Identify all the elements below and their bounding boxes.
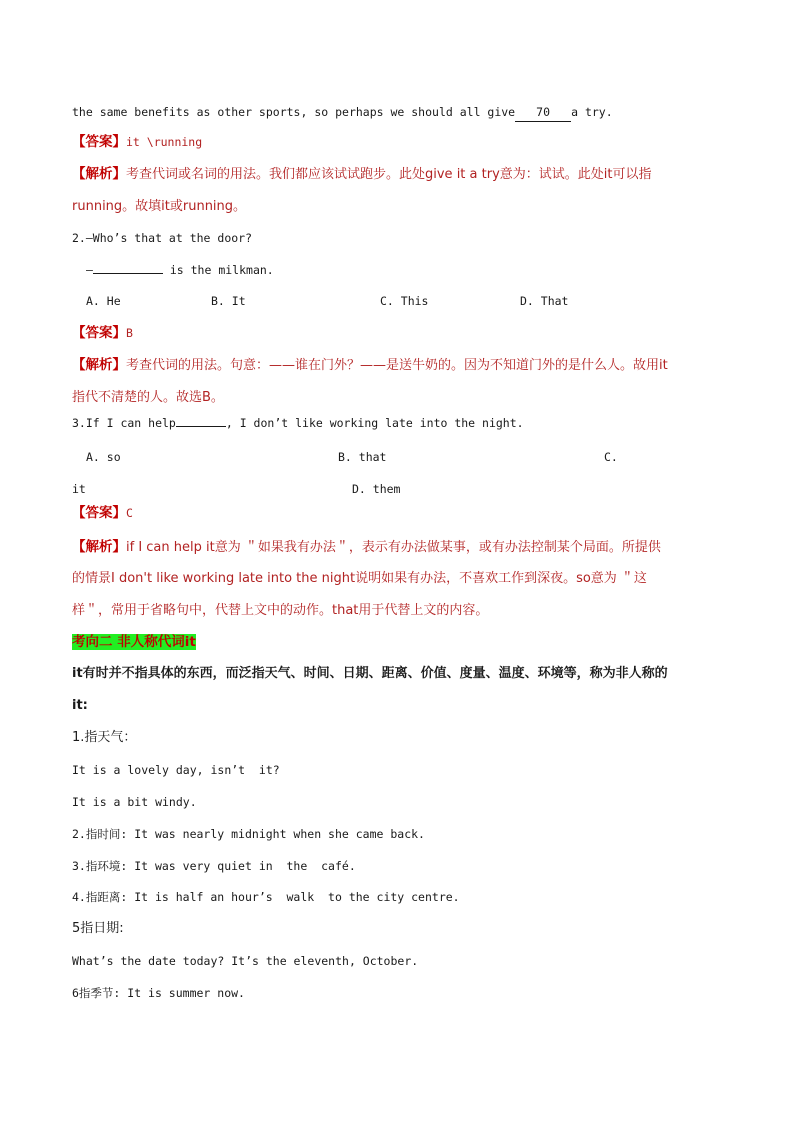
q2-stem: 2.—Who’s that at the door?: [72, 231, 253, 245]
item-date-label: 5指日期:: [72, 921, 124, 936]
q2-reply: — is the milkman.: [86, 263, 274, 277]
q1-analysis-line2: running。故填it或running。: [72, 199, 247, 214]
q2-option-d: D. That: [520, 294, 569, 308]
item-weather-example2: It is a bit windy.: [72, 795, 197, 809]
q3-option-b: B. that: [338, 450, 387, 464]
q2-option-c: C. This: [380, 294, 429, 308]
section-intro-line2: it:: [72, 698, 88, 713]
q3-blank: [176, 426, 226, 427]
q3-option-c-value: it: [72, 482, 86, 496]
section-intro-line1: it有时并不指具体的东西，而泛指天气、时间、日期、距离、价值、度量、温度、环境等，称为非人称的: [72, 666, 668, 681]
section-heading: 考向二 非人称代词it: [72, 634, 196, 650]
blank-70: 70: [515, 103, 571, 122]
item-time: 2.指时间: It was nearly midnight when she came back.: [72, 827, 425, 841]
q3-option-d: D. them: [352, 482, 401, 496]
item-weather-label: 1.指天气：: [72, 730, 137, 745]
q2-analysis-line1: 【解析】考查代词的用法。句意：——谁在门外？——是送牛奶的。因为不知道门外的是什么人。故用it: [72, 357, 668, 373]
q3-answer: 【答案】C: [72, 505, 133, 521]
q2-analysis-line2: 指代不清楚的人。故选B。: [72, 390, 224, 405]
q3-analysis-line3: 样＂，常用于省略句中，代替上文中的动作。that用于代替上文的内容。: [72, 603, 489, 618]
q3-option-c: C.: [604, 450, 618, 464]
q3-analysis-line1: 【解析】if I can help it意为 ＂如果我有办法＂，表示有办法做某事，或有办法控制某个局面。所提供: [72, 539, 661, 555]
q3-option-a: A. so: [86, 450, 121, 464]
item-distance: 4.指距离: It is half an hour’s walk to the city centre.: [72, 890, 460, 904]
q3-analysis-line2: 的情景I don't like working late into the night说明如果有办法，不喜欢工作到深夜。so意为 ＂这: [72, 571, 647, 586]
item-environment: 3.指环境: It was very quiet in the café.: [72, 859, 356, 873]
q3-stem: 3.If I can help , I don’t like working late into the night.: [72, 416, 524, 430]
q1-answer: 【答案】it \running: [72, 134, 203, 150]
q2-blank: [93, 273, 163, 274]
item-weather-example1: It is a lovely day, isn’t it?: [72, 763, 280, 777]
passage-text: the same benefits as other sports, so perhaps we should all give: [72, 105, 516, 119]
q1-analysis-line1: 【解析】考查代词或名词的用法。我们都应该试试跑步。此处give it a try意为：试试。此处it可以指: [72, 166, 652, 182]
passage-last-line: [72, 103, 613, 122]
item-season: 6指季节: It is summer now.: [72, 986, 245, 1000]
item-date-example: What’s the date today? It’s the eleventh, October.: [72, 954, 419, 968]
q2-answer: 【答案】B: [72, 325, 133, 341]
q2-option-a: A. He: [86, 294, 121, 308]
passage-text-end: a try.: [571, 105, 613, 119]
q2-option-b: B. It: [211, 294, 246, 308]
